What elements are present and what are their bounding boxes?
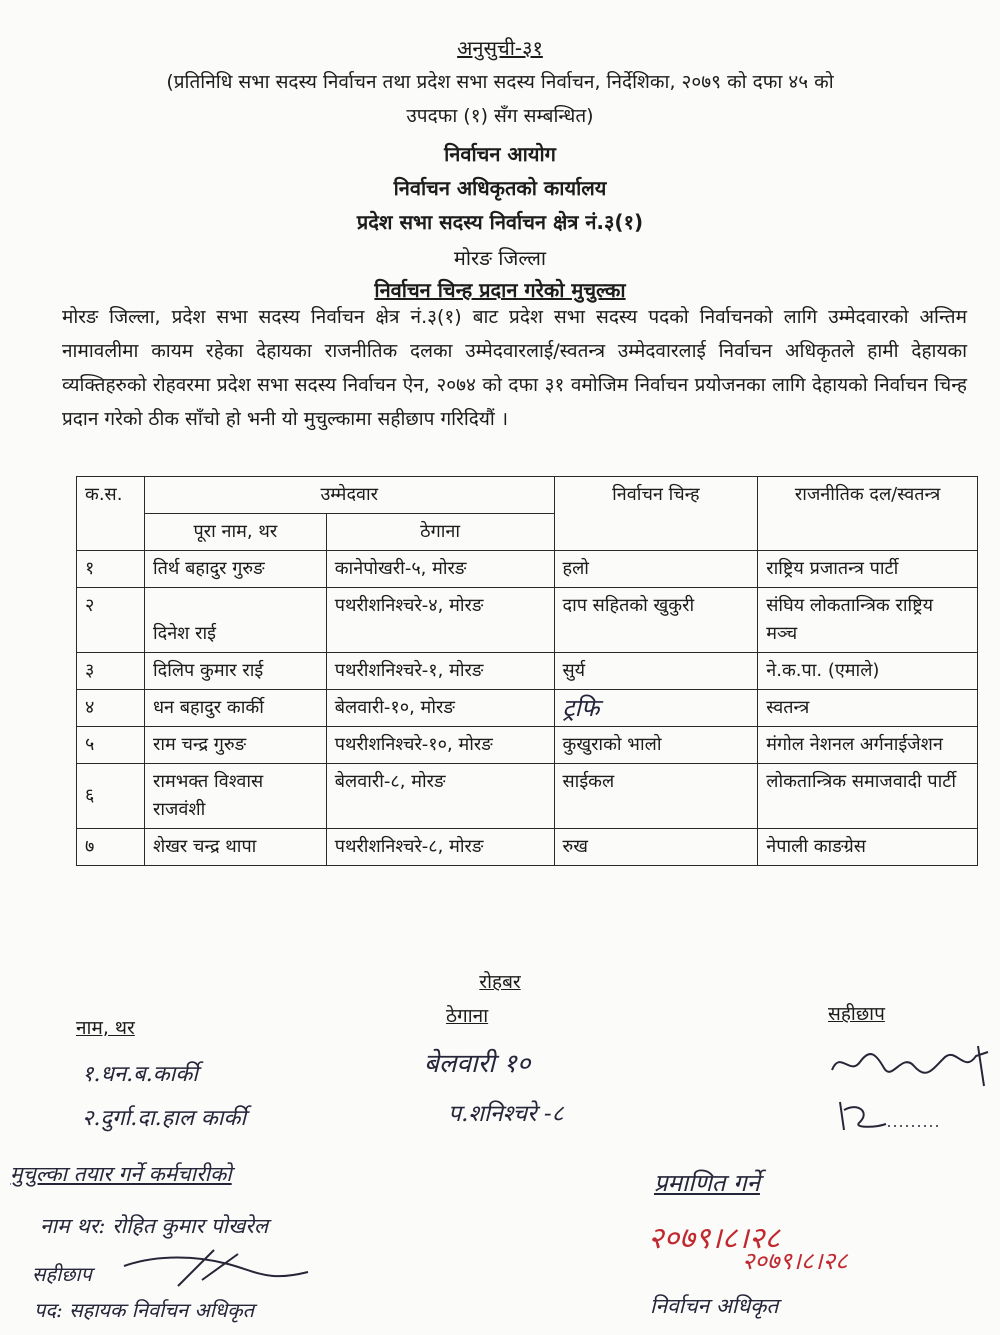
header-serial: क.स. xyxy=(77,477,145,551)
witness-col-address: ठेगाना xyxy=(446,1005,489,1027)
office-name: निर्वाचन अधिकृतको कार्यालय xyxy=(393,176,607,200)
table-row xyxy=(77,653,978,690)
certify-label: प्रमाणित गर्ने xyxy=(654,1169,760,1197)
certify-date-1: २०७९।८।२८ xyxy=(648,1221,780,1256)
cell-party: ने.क.पा. (एमाले) xyxy=(758,653,978,690)
preparer-signature-label: सहीछाप xyxy=(32,1262,92,1286)
cell-party: मंगोल नेशनल अर्गनाईजेशन xyxy=(758,727,978,764)
cell-name: रामभक्त विश्वास राजवंशी xyxy=(144,764,326,829)
cell-address: कानेपोखरी-५, मोरङ xyxy=(326,551,554,588)
cell-serial: ३ xyxy=(77,653,145,690)
cell-symbol: हलो xyxy=(554,551,758,588)
cell-serial: ४ xyxy=(77,690,145,727)
table-row xyxy=(77,551,978,588)
cell-serial: ७ xyxy=(77,829,145,866)
preparer-signature xyxy=(118,1236,318,1296)
witness-col-name: नाम, थर xyxy=(76,1017,135,1039)
candidate-table xyxy=(76,476,978,866)
preparer-name: नाम थर: रोहित कुमार पोखरेल xyxy=(40,1214,269,1238)
schedule-number: अनुसुची-३१ xyxy=(457,36,543,60)
cell-symbol: सुर्य xyxy=(554,653,758,690)
body-paragraph: मोरङ जिल्ला, प्रदेश सभा सदस्य निर्वाचन क्षेत्र नं.३(१) बाट प्रदेश सभा सदस्य पदको निर्वाचनको लागि उम्मेदवारको अन्तिम नामावलीमा कायम रहेका देहायका राजनीतिक दलका उम्मेदवारलाई/स्वतन्त्र उम्मेदवारलाई निर्वाचन अधिकृतले हामी देहायका व्यक्तिहरुको रोहवरमा प्रदेश सभा सदस्य निर्वाचन ऐन, २०७४ को दफा ३१ वमोजिम निर्वाचन प्रयोजनका लागि देहायको निर्वाचन चिन्ह प्रदान गरेको ठीक साँचो हो भनी यो मुचुल्कामा सहीछाप गरिदियौं । xyxy=(62,306,967,430)
witness-2-name: २.दुर्गा.दा.हाल कार्की xyxy=(82,1106,247,1131)
table-row xyxy=(77,829,978,866)
witness-col-signature: सहीछाप xyxy=(828,1003,885,1025)
preparer-post: पद: सहायक निर्वाचन अधिकृत xyxy=(34,1298,254,1322)
commission-name: निर्वाचन आयोग xyxy=(444,142,556,166)
table-row xyxy=(77,764,978,829)
cell-name: दिलिप कुमार राई xyxy=(144,653,326,690)
cell-symbol-handwritten: ट्रफि xyxy=(554,690,758,727)
document-title: निर्वाचन चिन्ह प्रदान गरेको मुचुल्का xyxy=(374,278,626,302)
preparer-heading: मुचुल्का तयार गर्ने कर्मचारीको xyxy=(10,1162,232,1186)
district-name: मोरङ जिल्ला xyxy=(453,246,547,270)
table-header-row xyxy=(77,477,978,514)
header-address: ठेगाना xyxy=(326,514,554,551)
header-party: राजनीतिक दल/स्वतन्त्र xyxy=(758,477,978,551)
cell-name: शेखर चन्द्र थापा xyxy=(144,829,326,866)
cell-name: दिनेश राई xyxy=(144,588,326,653)
certify-officer: निर्वाचन अधिकृत xyxy=(650,1294,779,1318)
cell-symbol: रुख xyxy=(554,829,758,866)
cell-name: राम चन्द्र गुरुङ xyxy=(144,727,326,764)
cell-address: पथरीशनिश्चरे-४, मोरङ xyxy=(326,588,554,653)
cell-symbol: दाप सहितको खुकुरी xyxy=(554,588,758,653)
cell-party: राष्ट्रिय प्रजातन्त्र पार्टी xyxy=(758,551,978,588)
cell-address: पथरीशनिश्चरे-८, मोरङ xyxy=(326,829,554,866)
cell-party: लोकतान्त्रिक समाजवादी पार्टी xyxy=(758,764,978,829)
reference-line-2: उपदफा (१) सँग सम्बन्धित) xyxy=(406,105,594,127)
table-row xyxy=(77,588,978,653)
cell-address: बेलवारी-८, मोरङ xyxy=(326,764,554,829)
cell-symbol: साईकल xyxy=(554,764,758,829)
cell-serial: १ xyxy=(77,551,145,588)
header-candidate: उम्मेदवार xyxy=(144,477,554,514)
cell-symbol: कुखुराको भालो xyxy=(554,727,758,764)
witness-1-name: १.धन.ब.कार्की xyxy=(82,1062,198,1087)
cell-address: पथरीशनिश्चरे-१, मोरङ xyxy=(326,653,554,690)
cell-party: संघिय लोकतान्त्रिक राष्ट्रिय मञ्च xyxy=(758,588,978,653)
table-row xyxy=(77,727,978,764)
cell-name: तिर्थ बहादुर गुरुङ xyxy=(144,551,326,588)
cell-name: धन बहादुर कार्की xyxy=(144,690,326,727)
cell-serial: ५ xyxy=(77,727,145,764)
witness-2-address: प.शनिश्चरे -८ xyxy=(448,1101,564,1127)
cell-serial: ६ xyxy=(77,764,145,829)
cell-party: नेपाली काङग्रेस xyxy=(758,829,978,866)
certify-date-2: २०७९।८।२८ xyxy=(742,1247,848,1275)
constituency-name: प्रदेश सभा सदस्य निर्वाचन क्षेत्र नं.३(१) xyxy=(356,210,644,234)
witness-2-signature xyxy=(830,1098,940,1138)
header-symbol: निर्वाचन चिन्ह xyxy=(554,477,758,551)
witness-1-signature xyxy=(828,1040,998,1090)
cell-address: पथरीशनिश्चरे-१०, मोरङ xyxy=(326,727,554,764)
witness-1-address: बेलवारी १० xyxy=(424,1049,531,1079)
cell-serial: २ xyxy=(77,588,145,653)
reference-line-1: (प्रतिनिधि सभा सदस्य निर्वाचन तथा प्रदेश सभा सदस्य निर्वाचन, निर्देशिका, २०७९ को दफा ४५ को xyxy=(166,71,834,93)
cell-address: बेलवारी-१०, मोरङ xyxy=(326,690,554,727)
cell-party: स्वतन्त्र xyxy=(758,690,978,727)
witness-heading: रोहबर xyxy=(479,971,521,993)
header-full-name: पूरा नाम, थर xyxy=(144,514,326,551)
table-row xyxy=(77,690,978,727)
